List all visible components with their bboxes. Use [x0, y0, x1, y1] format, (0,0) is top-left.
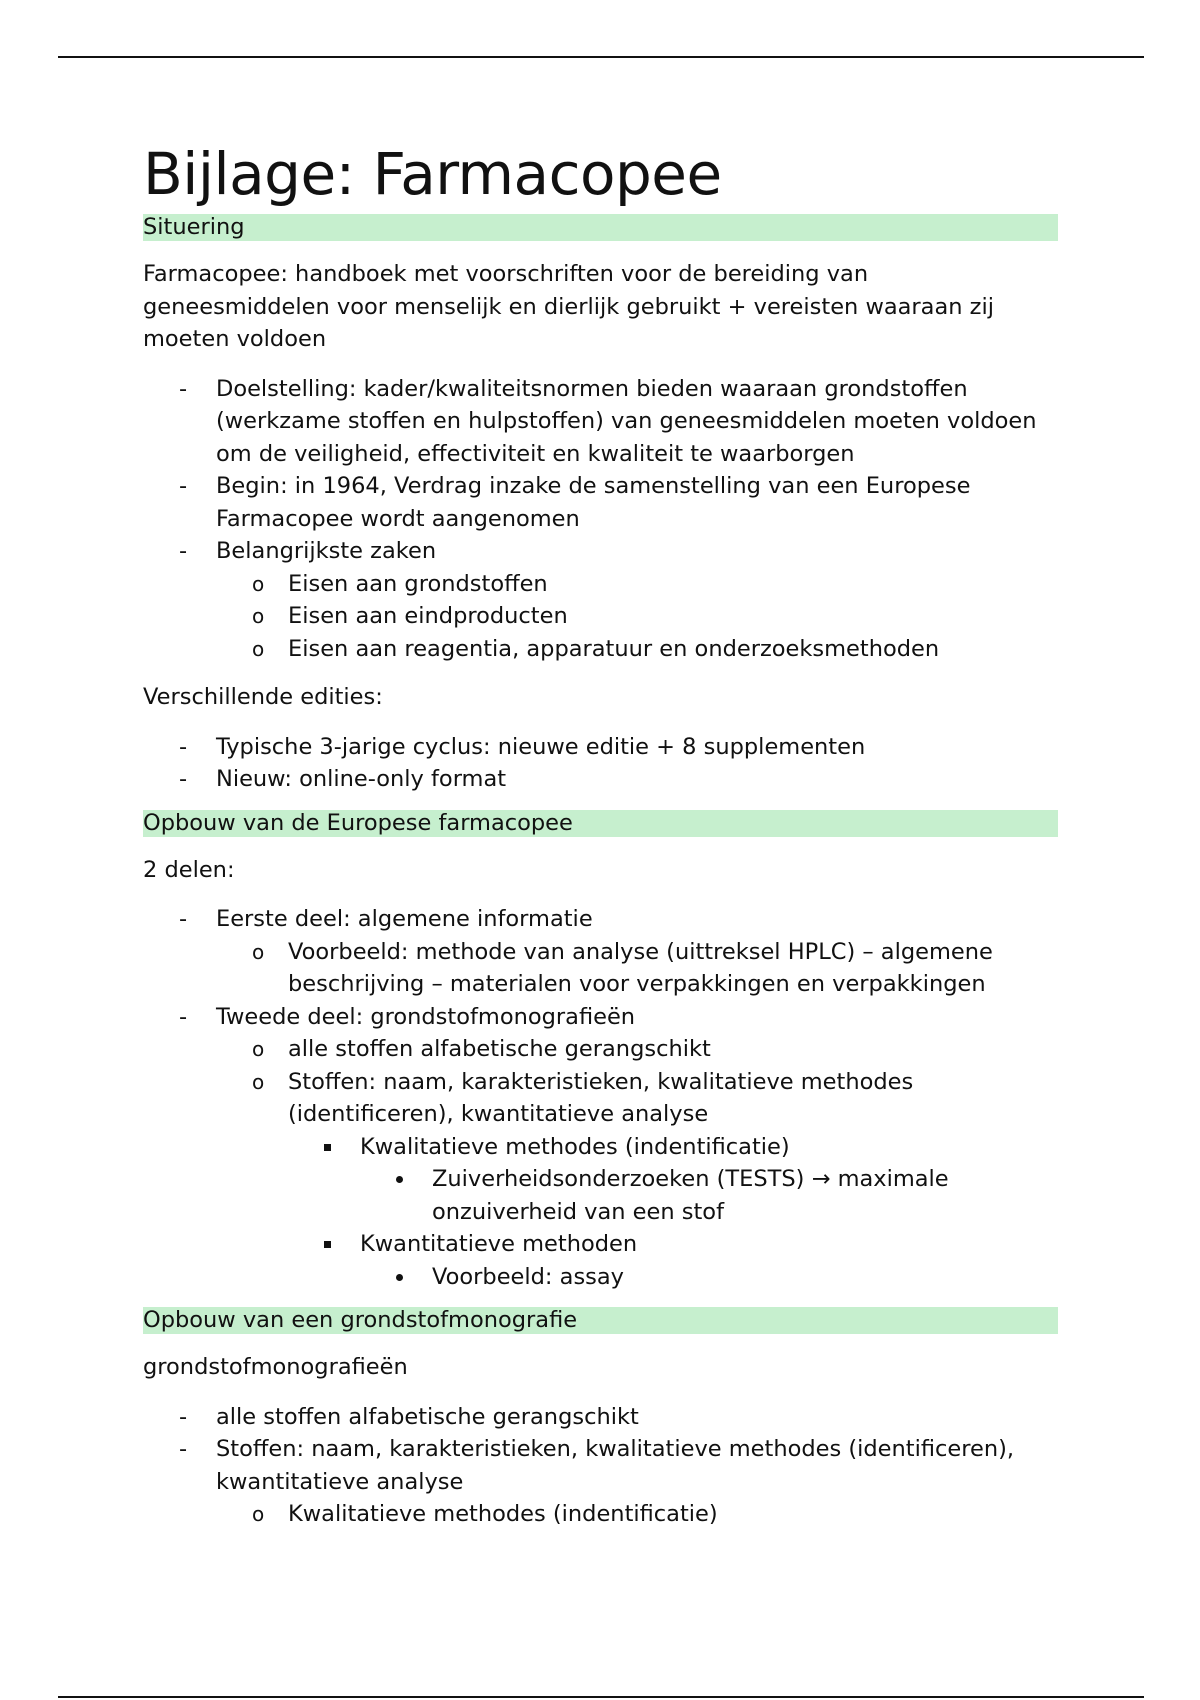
editions-list [143, 731, 1058, 796]
list-item: o Voorbeeld: methode van analyse (uittreksel HPLC) – algemene beschrijving – materialen voor verpakkingen en verpakkingen [216, 936, 1058, 1001]
dash-marker: - [179, 1403, 188, 1430]
list-item: - Eerste deel: algemene informatie o Voorbeeld: methode van analyse (uittreksel HPLC) – algemene beschrijving – materialen voor verpakkingen en verpakkingen [143, 903, 1058, 1001]
list-item: Kwantitatieve methoden Voorbeeld: assay [288, 1228, 1058, 1293]
methods-sublist [288, 1131, 1058, 1294]
dash-marker: - [179, 1003, 188, 1030]
circle-marker: o [252, 604, 265, 628]
dash-marker: - [179, 766, 188, 792]
square-bullet-icon [324, 1241, 331, 1248]
list-item: Voorbeeld: assay [360, 1261, 1058, 1294]
opbouw-europese-list [143, 903, 1058, 1293]
dash-marker: - [179, 375, 188, 402]
page-title: Bijlage: Farmacopee [143, 140, 722, 208]
circle-marker: o [252, 571, 265, 596]
circle-marker: o [252, 1037, 265, 1061]
opbouw-monografie-intro: grondstofmonografieën [143, 1354, 408, 1380]
dash-marker: - [179, 538, 188, 564]
list-item: - Typische 3-jarige cyclus: nieuwe editie + 8 supplementen [143, 731, 1058, 764]
list-item: o Stoffen: naam, karakteristieken, kwalitatieve methodes (identificeren), kwantitatieve analyse Kwalitatieve methodes (indentificatie) Zuiverheidsonderzoeken (TESTS) → maximale onzuiverheid van een stof Kwantitatieve methoden Voorbeeld: assay [216, 1066, 1058, 1294]
round-bullet-icon [396, 1176, 403, 1183]
list-item: - Nieuw: online-only format [143, 763, 1058, 796]
situering-sublist [216, 568, 1058, 666]
qual-sublist [360, 1163, 1058, 1228]
circle-marker: o [252, 939, 265, 964]
round-bullet-icon [396, 1274, 403, 1281]
list-item: - Begin: in 1964, Verdrag inzake de samenstelling van een Europese Farmacopee wordt aangenomen [143, 470, 1058, 535]
dash-marker: - [179, 1436, 188, 1462]
list-item: Zuiverheidsonderzoeken (TESTS) → maximale onzuiverheid van een stof [360, 1163, 1058, 1228]
document-body [143, 138, 1058, 1545]
dash-marker: - [179, 733, 188, 760]
list-item: o alle stoffen alfabetische gerangschikt [216, 1033, 1058, 1066]
list-item: Kwalitatieve methodes (indentificatie) Zuiverheidsonderzoeken (TESTS) → maximale onzuiverheid van een stof [288, 1131, 1058, 1229]
section-heading-situering: Situering [143, 214, 1058, 241]
top-rule [58, 56, 1144, 58]
editions-label: Verschillende edities: [143, 684, 383, 710]
circle-marker: o [252, 1502, 265, 1526]
list-item: o Eisen aan reagentia, apparatuur en onderzoeksmethoden [216, 633, 1058, 666]
opbouw-monografie-list [143, 1401, 1058, 1531]
list-item: - alle stoffen alfabetische gerangschikt [143, 1401, 1058, 1434]
list-item: - Doelstelling: kader/kwaliteitsnormen bieden waaraan grondstoffen (werkzame stoffen en hulpstoffen) van geneesmiddelen moeten voldoen om de veiligheid, effectiviteit en kwaliteit te waarborgen [143, 373, 1058, 471]
bottom-rule [58, 1696, 1144, 1698]
dash-marker: - [179, 906, 188, 932]
list-item: - Stoffen: naam, karakteristieken, kwalitatieve methodes (identificeren), kwantitatieve analyse o Kwalitatieve methodes (indentificatie) [143, 1433, 1058, 1531]
section-heading-opbouw-europese: Opbouw van de Europese farmacopee [143, 810, 1058, 837]
circle-marker: o [252, 1069, 265, 1094]
section-heading-opbouw-monografie: Opbouw van een grondstofmonografie [143, 1307, 1058, 1334]
second-part-sublist [216, 1033, 1058, 1293]
list-item: o Eisen aan grondstoffen [216, 568, 1058, 601]
opbouw-europese-intro: 2 delen: [143, 856, 235, 883]
square-bullet-icon [324, 1144, 331, 1151]
list-item: o Kwalitatieve methodes (indentificatie) [216, 1498, 1058, 1531]
list-item: o Eisen aan eindproducten [216, 600, 1058, 633]
monografie-sublist [216, 1498, 1058, 1531]
dash-marker: - [179, 473, 188, 499]
circle-marker: o [252, 636, 265, 661]
list-item: - Tweede deel: grondstofmonografieën o alle stoffen alfabetische gerangschikt o Stoffen: naam, karakteristieken, kwalitatieve methodes (identificeren), kwantitatieve analyse Kwalitatieve methodes (indentificatie) Zuiverheidsonderzoeken (TESTS) → maximale onzuiverheid van een stof Kwantitatieve methoden Voorbeeld: assay [143, 1001, 1058, 1294]
quant-sublist [360, 1261, 1058, 1294]
situering-list [143, 373, 1058, 666]
list-item: - Belangrijkste zaken o Eisen aan grondstoffen o Eisen aan eindproducten o Eisen aan reagentia, apparatuur en onderzoeksmethoden [143, 535, 1058, 665]
situering-intro: Farmacopee: handboek met voorschriften voor de bereiding van geneesmiddelen voor menselijk en dierlijk gebruikt + vereisten waaraan zij moeten voldoen [143, 261, 994, 352]
first-part-sublist [216, 936, 1058, 1001]
